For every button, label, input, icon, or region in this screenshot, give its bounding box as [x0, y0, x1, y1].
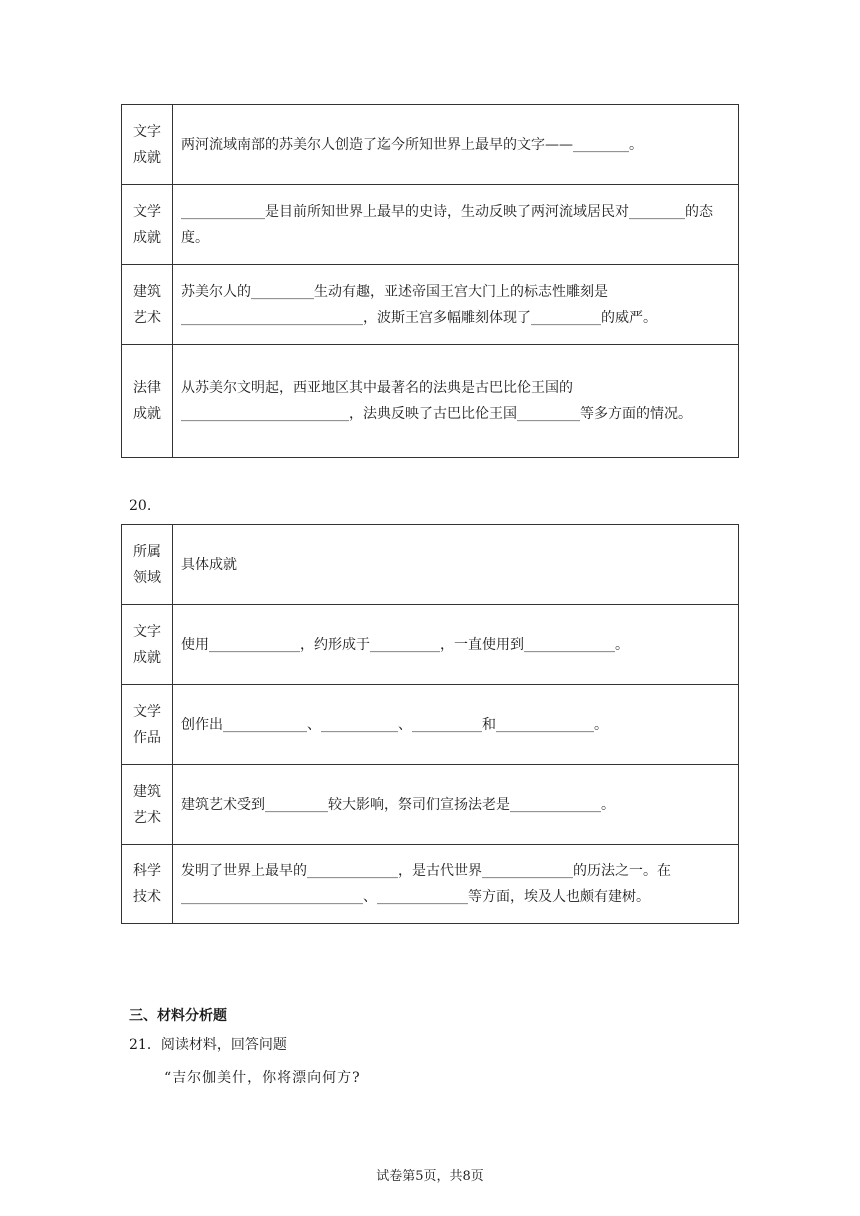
row-content: 具体成就	[173, 525, 739, 605]
table-row	[122, 765, 739, 845]
row-label: 文字 成就	[122, 105, 173, 185]
table-row	[122, 525, 739, 605]
achievements-table-egypt	[121, 524, 739, 924]
row-content: 建筑艺术受到_________较大影响，祭司们宣扬法老是_____________。	[173, 765, 739, 845]
row-content: 创作出____________、___________、__________和______________。	[173, 685, 739, 765]
material-quote: “吉尔伽美什，你将漂向何方?	[164, 1070, 361, 1086]
row-content: 两河流域南部的苏美尔人创造了迄今所知世界上最早的文字——________。	[173, 105, 739, 185]
row-content: ____________是目前所知世界上最早的史诗，生动反映了两河流域居民对________的态度。	[173, 185, 739, 265]
question-number-20: 20.	[129, 498, 152, 514]
row-label: 文学 作品	[122, 685, 173, 765]
row-content: 从苏美尔文明起，西亚地区其中最著名的法典是古巴比伦王国的________________________，法典反映了古巴比伦王国_________等多方面的情况。	[173, 345, 739, 458]
section-title: 三、材料分析题	[129, 1008, 227, 1024]
row-label: 建筑 艺术	[122, 765, 173, 845]
row-label: 法律 成就	[122, 345, 173, 458]
table-row	[122, 345, 739, 458]
table-row	[122, 105, 739, 185]
table-row	[122, 845, 739, 924]
row-label: 科学 技术	[122, 845, 173, 924]
table-row	[122, 605, 739, 685]
table-row	[122, 685, 739, 765]
achievements-table-west-asia	[121, 104, 739, 458]
row-label: 所属 领域	[122, 525, 173, 605]
table-row	[122, 265, 739, 345]
question-21-prompt: 21．阅读材料，回答问题	[129, 1037, 287, 1053]
page-footer: 试卷第5页，共8页	[376, 1169, 484, 1184]
row-content: 使用_____________，约形成于__________，一直使用到_____________。	[173, 605, 739, 685]
row-content: 发明了世界上最早的_____________，是古代世界_____________的历法之一。在__________________________、_____________等方面，埃及人也颇有建树。	[173, 845, 739, 924]
row-label: 文学 成就	[122, 185, 173, 265]
row-content: 苏美尔人的_________生动有趣，亚述帝国王宫大门上的标志性雕刻是__________________________，波斯王宫多幅雕刻体现了__________的威严。	[173, 265, 739, 345]
row-label: 建筑 艺术	[122, 265, 173, 345]
table-row	[122, 185, 739, 265]
row-label: 文字 成就	[122, 605, 173, 685]
